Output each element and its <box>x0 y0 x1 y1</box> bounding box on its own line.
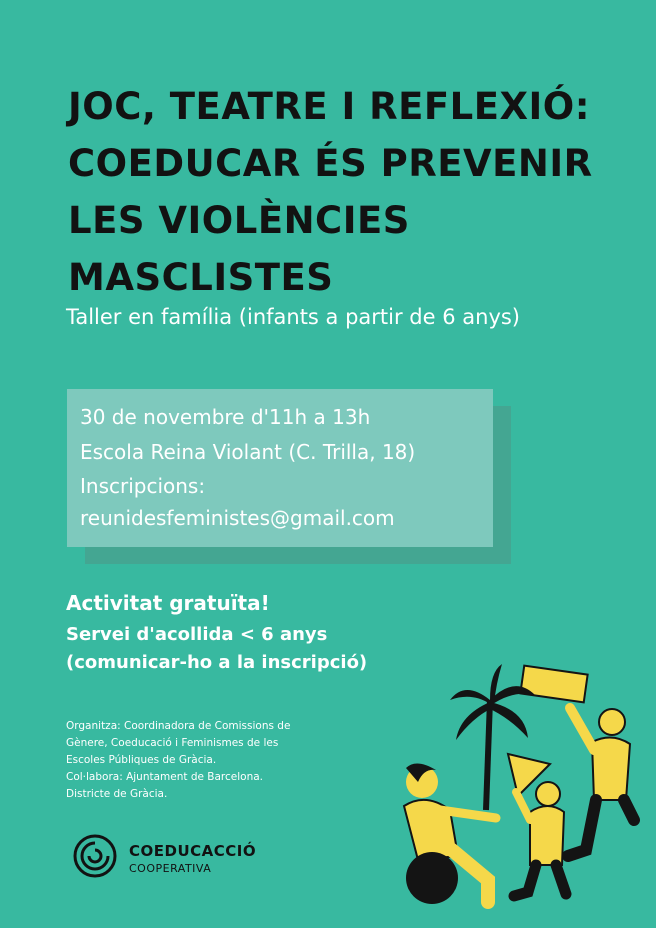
title-line-1: JOC, TEATRE I REFLEXIÓ: <box>68 85 591 128</box>
credits-line: Escoles Públiques de Gràcia. <box>66 754 217 766</box>
subtitle: Taller en família (infants a partir de 6 anys) <box>66 305 521 329</box>
logo-subtitle: COOPERATIVA <box>129 862 212 875</box>
credits-line: Col·labora: Ajuntament de Barcelona. <box>66 771 264 783</box>
registration-label: Inscripcions: <box>80 474 206 498</box>
title-line-4: MASCLISTES <box>68 256 334 299</box>
event-place: Escola Reina Violant (C. Trilla, 18) <box>80 440 416 464</box>
free-activity: Activitat gratuïta! <box>66 591 270 615</box>
title-line-2: COEDUCAR ÉS PREVENIR <box>68 142 593 185</box>
credits-line: Districte de Gràcia. <box>66 788 168 800</box>
service-line-1: Servei d'acollida < 6 anys <box>66 624 328 645</box>
service-line-2: (comunicar-ho a la inscripció) <box>66 652 368 673</box>
credits-line: Organitza: Coordinadora de Comissions de <box>66 720 291 732</box>
children-playing-illustration <box>380 660 656 928</box>
credits-line: Gènere, Coeducació i Feminismes de les <box>66 737 279 749</box>
credits <box>66 718 356 803</box>
event-date: 30 de novembre d'11h a 13h <box>80 405 371 429</box>
logo-name: COEDUCACCIÓ <box>129 842 257 860</box>
coeducaccio-logo-icon <box>72 833 118 879</box>
poster-title <box>68 78 628 306</box>
title-line-3: LES VIOLÈNCIES <box>68 199 410 242</box>
registration-email[interactable]: reunidesfeministes@gmail.com <box>80 506 395 530</box>
